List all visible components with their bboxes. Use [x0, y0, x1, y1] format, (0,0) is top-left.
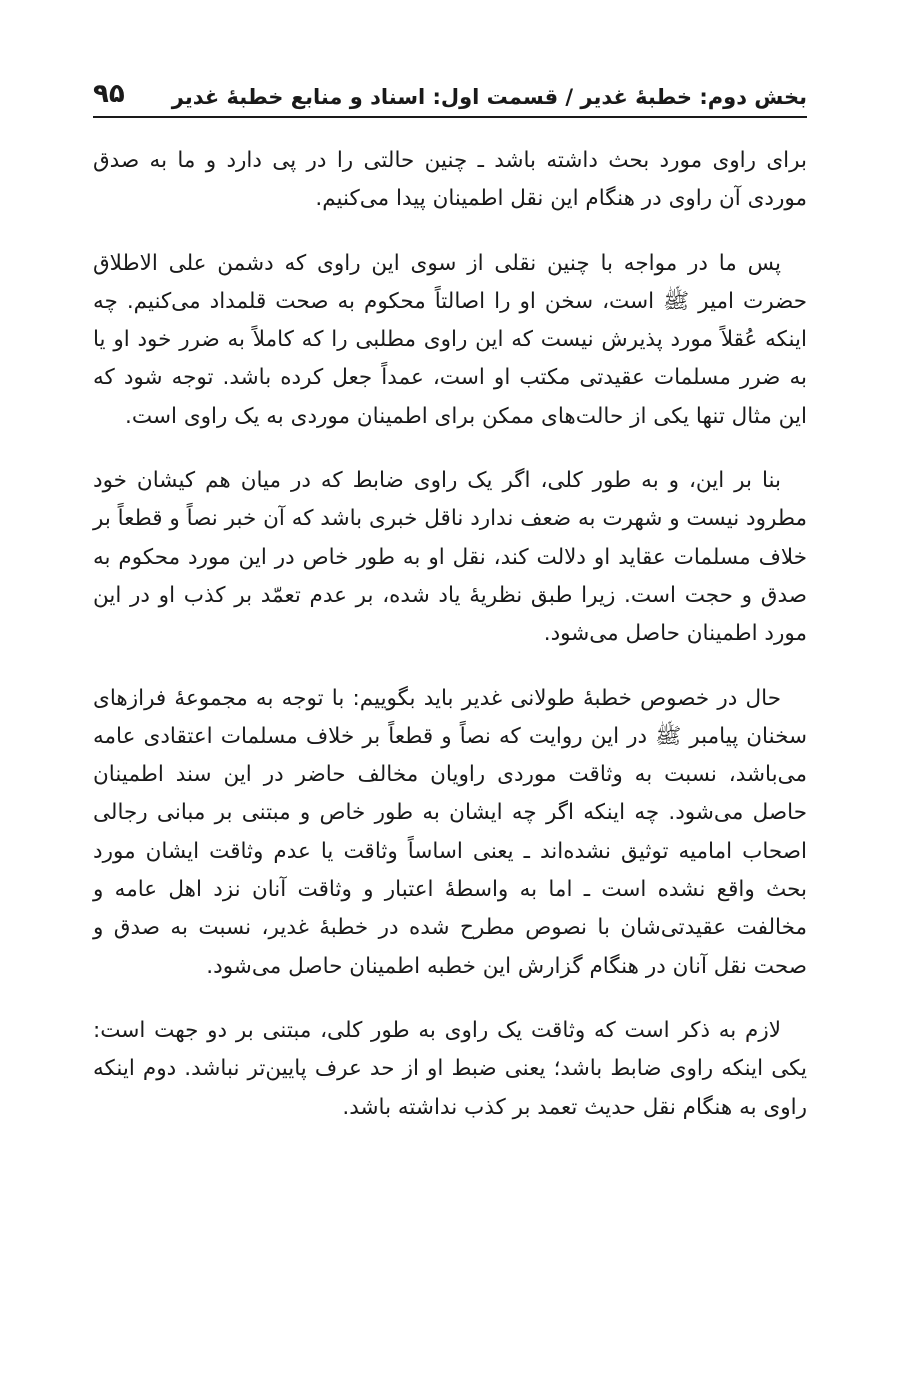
paragraph: برای راوی مورد بحث داشته باشد ـ چنین حالتی را در پی دارد و ما به صدق موردی آن راوی در هنگام این نقل اطمینان پیدا می‌کنیم. [93, 148, 807, 212]
paragraph: حال در خصوص خطبهٔ طولانی غدیر باید بگوییم: با توجه به مجموعهٔ فرازهای سخنان پیامبر ﷺ در این روایت که نصاً و قطعاً بر خلاف مسلمات اعتقادی عامه می‌باشد، نسبت به وثاقت موردی راویان مخالف حاضر در این سند اطمینان حاصل می‌شود. چه اینکه اگر چه ایشان به طور خاص و مبتنی بر مبانی رجالی اصحاب امامیه توثیق نشده‌اند ـ یعنی اساساً وثاقت یا عدم وثاقت ایشان مورد بحث واقع نشده است ـ اما به واسطهٔ اعتبار و وثاقت آنان نزد اهل عامه و مخالفت عقیدتی‌شان با نصوص مطرح شده در خطبهٔ غدیر، نسبت به صدق و صحت نقل آنان در هنگام گزارش این خطبه اطمینان حاصل می‌شود. [93, 685, 807, 979]
page-header [93, 70, 807, 118]
running-header-title: بخش دوم: خطبهٔ غدیر / قسمت اول: اسناد و منابع خطبهٔ غدیر [171, 84, 807, 109]
body-text [93, 142, 807, 1153]
paragraph: پس ما در مواجه با چنین نقلی از سوی این راوی که دشمن علی الاطلاق حضرت امیر ﷺ است، سخن او را اصالتاً محکوم به صحت قلمداد می‌کنیم. چه اینکه عُقلاً مورد پذیرش نیست که این راوی مطلبی را که کاملاً به ضرر خود او یا به ضرر مسلمات عقیدتی مکتب او است، عمداً جعل کرده باشد. توجه شود که این مثال تنها یکی از حالت‌های ممکن برای اطمینان موردی به یک راوی است. [93, 250, 807, 429]
paragraph: لازم به ذکر است که وثاقت یک راوی به طور کلی، مبتنی بر دو جهت است: یکی اینکه راوی ضابط باشد؛ یعنی ضبط او از حد عرف پایین‌تر نباشد. دوم اینکه راوی به هنگام نقل حدیث تعمد بر کذب نداشته باشد. [93, 1017, 807, 1120]
paragraph: بنا بر این، و به طور کلی، اگر یک راوی ضابط که در میان هم کیشان خود مطرود نیست و شهرت به ضعف ندارد ناقل خبری باشد که آن خبر نصاً و قطعاً بر خلاف مسلمات عقاید او دلالت کند، نقل او به طور خاص در این مورد محکوم به صدق و حجت است. زیرا طبق نظریهٔ یاد شده، بر عدم تعمّد بر کذب او در این مورد اطمینان حاصل می‌شود. [93, 468, 807, 647]
page-number: ۹۵ [93, 78, 125, 109]
